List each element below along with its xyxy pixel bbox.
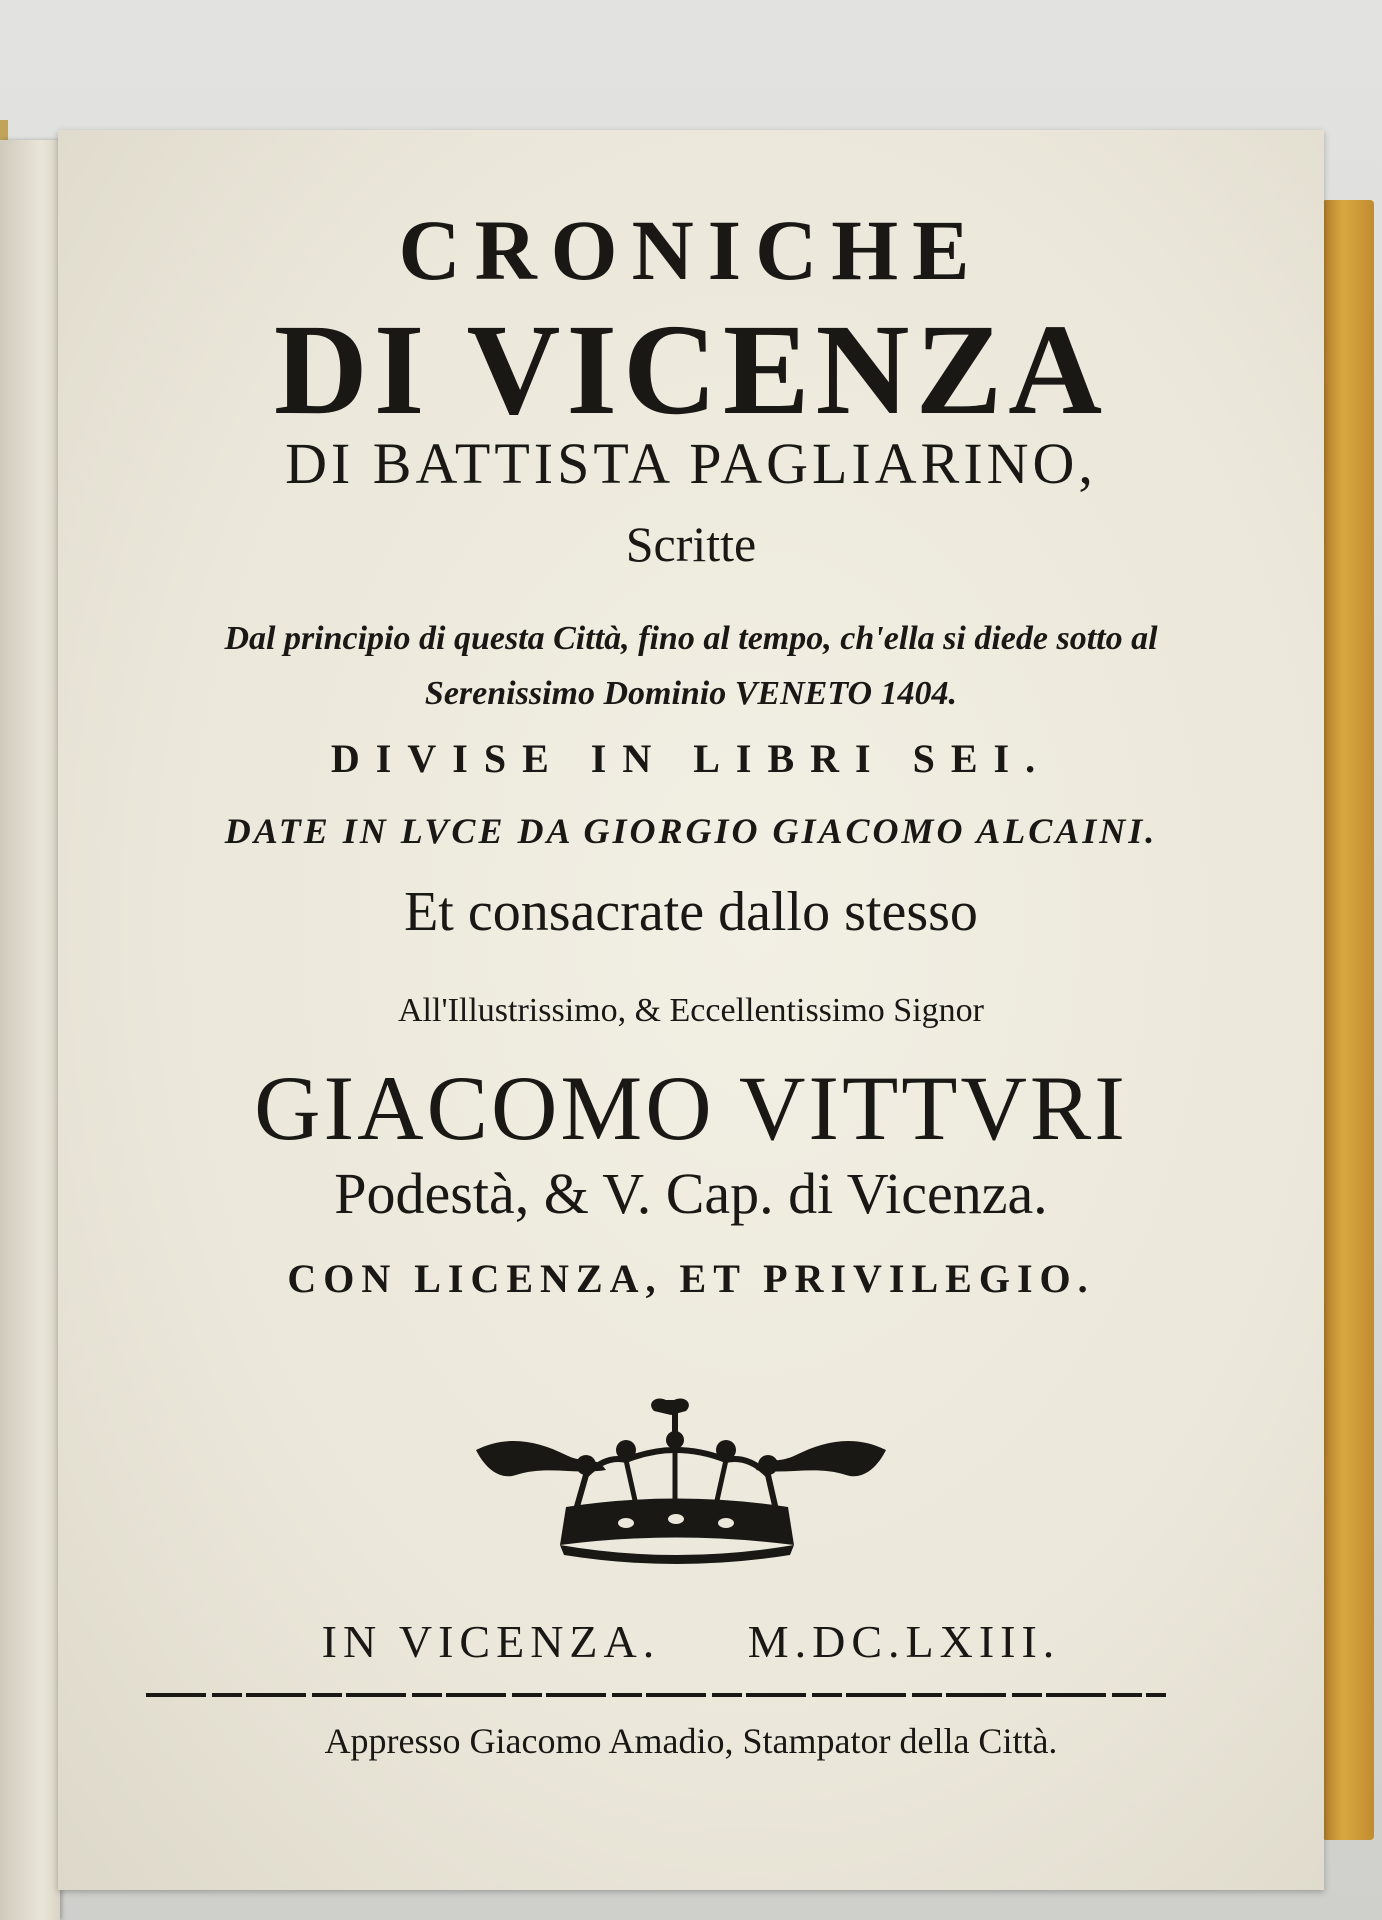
license-line: CON LICENZA, ET PRIVILEGIO. xyxy=(287,1256,1095,1301)
dedicatee-title: Podestà, & V. Cap. di Vicenza. xyxy=(334,1161,1048,1226)
book-cover-right-edge xyxy=(1322,200,1374,1840)
subtitle: Scritte xyxy=(625,516,757,572)
title-line-2: DI VICENZA xyxy=(273,298,1109,442)
crown-icon xyxy=(476,1395,886,1565)
author-line: DI BATTISTA PAGLIARINO, xyxy=(285,431,1097,496)
description-line-1: Dal principio di questa Città, fino al tempo, ch'ella si diede sotto al xyxy=(224,620,1158,657)
dedicatee-name: GIACOMO VITTVRI xyxy=(254,1057,1128,1159)
consecration-line: Et consacrate dallo stesso xyxy=(404,881,978,943)
title-line-1: CRONICHE xyxy=(398,202,984,298)
editor-line: DATE IN LVCE DA GIORGIO GIACOMO ALCAINI. xyxy=(224,811,1158,851)
title-page xyxy=(58,130,1324,1890)
dedication-intro: All'Illustrissimo, & Eccellentissimo Signor xyxy=(398,992,984,1029)
printer-line: Appresso Giacomo Amadio, Stampator della Città. xyxy=(324,1721,1058,1761)
imprint-line: IN VICENZA. M.DC.LXIII. xyxy=(321,1616,1061,1667)
page-stack-left-edge xyxy=(0,140,60,1920)
division-line: DIVISE IN LIBRI SEI. xyxy=(330,736,1052,781)
description-line-2: Serenissimo Dominio VENETO 1404. xyxy=(424,675,958,712)
printers-rule xyxy=(146,1690,1166,1700)
